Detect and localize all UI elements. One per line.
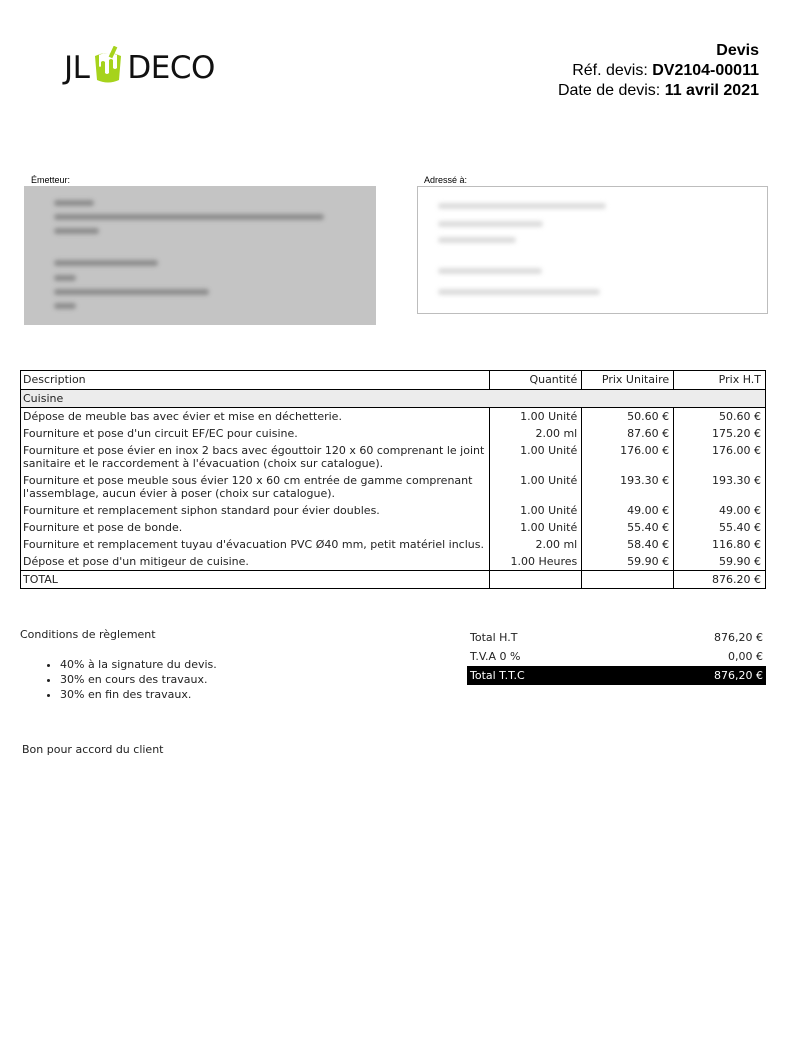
quote-header (558, 41, 759, 101)
ref-label: Réf. devis: (572, 62, 653, 79)
redacted-line (54, 303, 76, 309)
date-label: Date de devis: (557, 82, 665, 99)
redacted-line (438, 203, 606, 209)
total-empty-cell (490, 571, 582, 589)
row-price-ht: 116.80 € (674, 536, 766, 553)
payment-conditions (20, 628, 217, 702)
total-empty-cell (582, 571, 674, 589)
row-description: Fourniture et remplacement tuyau d'évacuation PVC Ø40 mm, petit matériel inclus. (21, 536, 490, 553)
recipient-box-redacted (417, 186, 768, 314)
row-quantity: 1.00 Unité (490, 502, 582, 519)
row-quantity: 1.00 Heures (490, 553, 582, 571)
header-price-ht: Prix H.T (674, 371, 766, 390)
date-value: 11 avril 2021 (664, 82, 759, 99)
tva-label: T.V.A 0 % (470, 650, 521, 663)
row-quantity: 1.00 Unité (490, 519, 582, 536)
row-unit-price: 87.60 € (582, 425, 674, 442)
redacted-line (54, 214, 324, 220)
recipient-label: Adressé à: (424, 175, 468, 185)
row-description: Fourniture et pose évier en inox 2 bacs avec égouttoir 120 x 60 comprenant le joint sanitaire et le raccordement à l'évacuation (choix sur catalogue). (21, 442, 490, 472)
redacted-line (438, 268, 542, 274)
tva-value: 0,00 € (728, 650, 763, 663)
total-ttc-value: 876,20 € (624, 666, 766, 685)
redacted-line (54, 289, 209, 295)
row-price-ht: 176.00 € (674, 442, 766, 472)
redacted-line (54, 200, 94, 206)
header-quantity: Quantité (490, 371, 582, 390)
total-ht-label: Total H.T (470, 631, 518, 644)
emitter-label: Émetteur: (31, 175, 71, 185)
totals-row-tva (467, 647, 766, 666)
row-description: Fourniture et pose meuble sous évier 120 x 60 cm entrée de gamme comprenant l'assemblage, aucun évier à poser (choix sur catalogue). (21, 472, 490, 502)
row-description: Fourniture et pose d'un circuit EF/EC pour cuisine. (21, 425, 490, 442)
quote-date (558, 81, 759, 101)
row-unit-price: 193.30 € (582, 472, 674, 502)
redacted-line (438, 221, 543, 227)
table-row (21, 519, 766, 536)
total-value: 876.20 € (674, 571, 766, 589)
section-title: Cuisine (21, 390, 766, 408)
table-row (21, 536, 766, 553)
redacted-line (54, 275, 76, 281)
table-row (21, 502, 766, 519)
row-quantity: 1.00 Unité (490, 442, 582, 472)
row-unit-price: 59.90 € (582, 553, 674, 571)
header-description: Description (21, 371, 490, 390)
redacted-line (438, 289, 600, 295)
quote-reference (558, 61, 759, 81)
row-price-ht: 59.90 € (674, 553, 766, 571)
row-quantity: 1.00 Unité (490, 408, 582, 426)
table-row (21, 408, 766, 426)
total-ttc-label: Total T.T.C (467, 666, 624, 685)
row-price-ht: 55.40 € (674, 519, 766, 536)
quote-lines-table (20, 370, 766, 589)
conditions-title: Conditions de règlement (20, 628, 156, 641)
company-logo (64, 46, 215, 91)
table-total-row (21, 571, 766, 589)
row-unit-price: 55.40 € (582, 519, 674, 536)
row-quantity: 2.00 ml (490, 425, 582, 442)
list-item: • 30% en cours des travaux. (60, 672, 217, 687)
section-row (21, 390, 766, 408)
conditions-list (20, 657, 217, 702)
table-row (21, 442, 766, 472)
row-description: Dépose et pose d'un mitigeur de cuisine. (21, 553, 490, 571)
list-item: • 40% à la signature du devis. (60, 657, 217, 672)
total-label: TOTAL (21, 571, 490, 589)
row-price-ht: 49.00 € (674, 502, 766, 519)
row-description: Fourniture et remplacement siphon standard pour évier doubles. (21, 502, 490, 519)
table-header-row (21, 371, 766, 390)
redacted-line (438, 237, 516, 243)
totals-row-ht (467, 628, 766, 647)
row-price-ht: 50.60 € (674, 408, 766, 426)
row-unit-price: 176.00 € (582, 442, 674, 472)
header-unit-price: Prix Unitaire (582, 371, 674, 390)
list-item: • 30% en fin des travaux. (60, 687, 217, 702)
row-quantity: 2.00 ml (490, 536, 582, 553)
logo-text-right: DECO (127, 50, 215, 86)
row-price-ht: 175.20 € (674, 425, 766, 442)
table-row (21, 425, 766, 442)
table-row (21, 472, 766, 502)
row-description: Dépose de meuble bas avec évier et mise en déchetterie. (21, 408, 490, 426)
paint-bucket-icon (91, 46, 125, 91)
document-title: Devis (716, 42, 759, 59)
ref-value: DV2104-00011 (652, 62, 759, 79)
redacted-line (54, 260, 158, 266)
client-approval-label: Bon pour accord du client (22, 743, 164, 756)
table-row (21, 553, 766, 571)
redacted-line (54, 228, 99, 234)
row-price-ht: 193.30 € (674, 472, 766, 502)
row-unit-price: 50.60 € (582, 408, 674, 426)
row-unit-price: 58.40 € (582, 536, 674, 553)
emitter-box-redacted (24, 186, 376, 325)
row-description: Fourniture et pose de bonde. (21, 519, 490, 536)
logo-text-left: JL (64, 50, 90, 86)
row-quantity: 1.00 Unité (490, 472, 582, 502)
totals-table (467, 628, 766, 685)
total-ht-value: 876,20 € (714, 631, 763, 644)
totals-row-ttc (467, 666, 766, 685)
row-unit-price: 49.00 € (582, 502, 674, 519)
